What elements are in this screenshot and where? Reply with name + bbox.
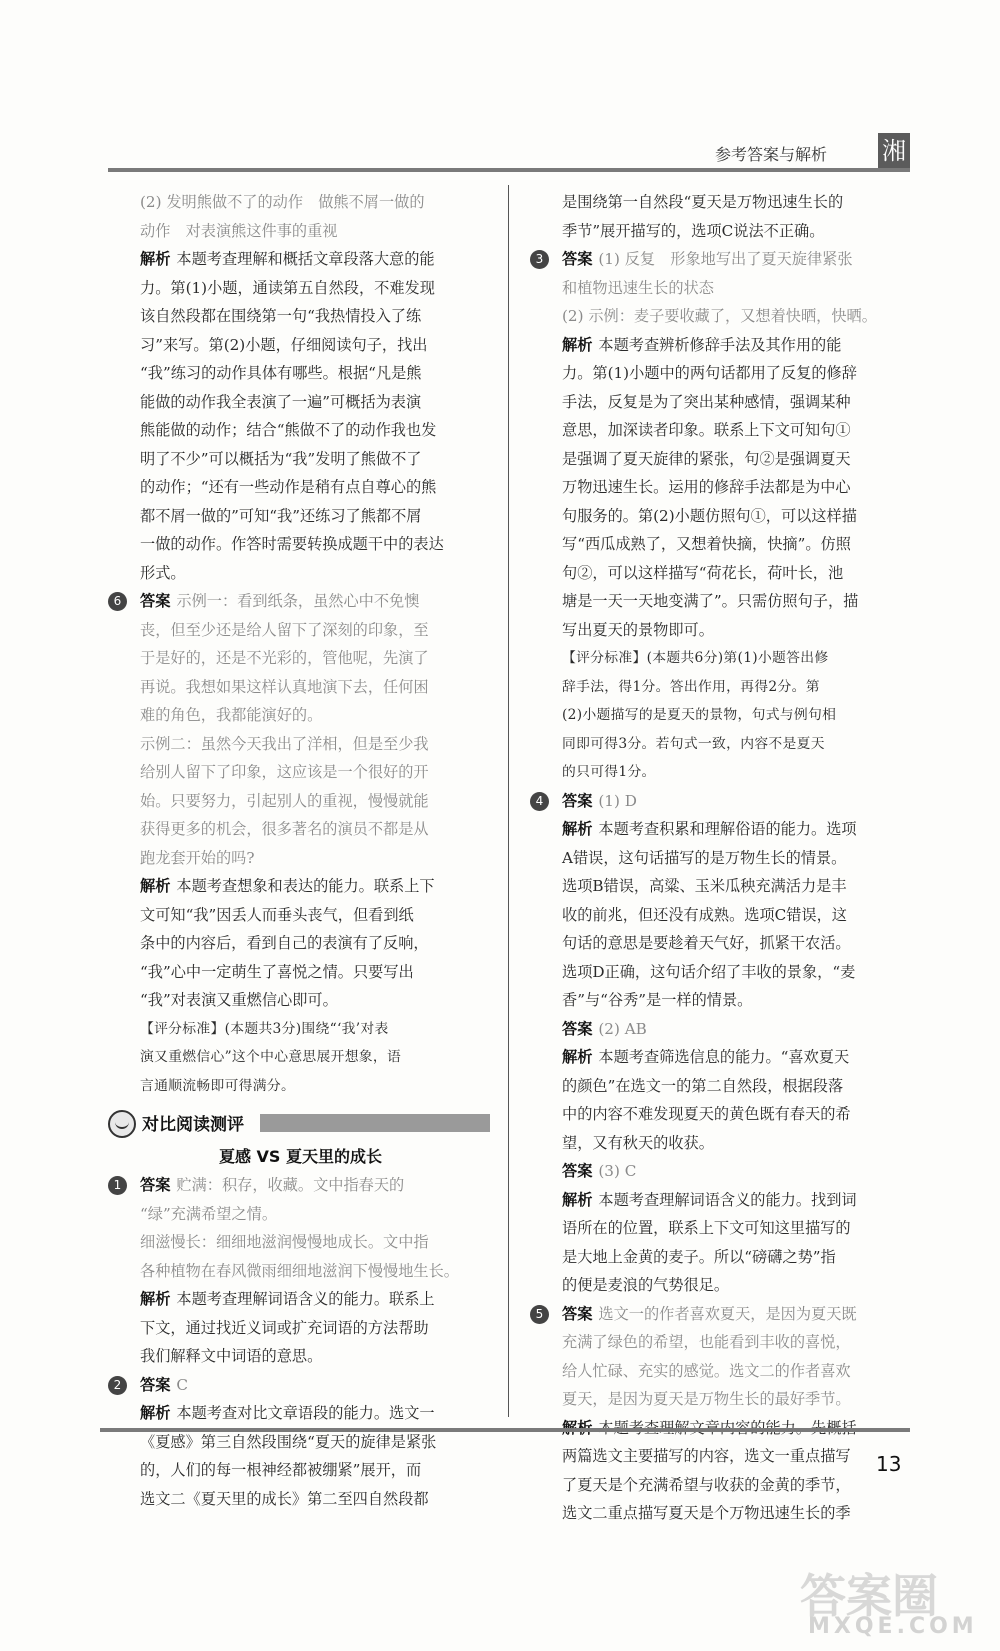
q5-answer: (2) 发明熊做不了的动作 做熊不屑一做的 动作 对表演熊这件事的重视 <box>140 193 425 240</box>
analysis-label: 解析 <box>140 877 171 895</box>
q6-analysis-text: 本题考查想象和表达的能力。联系上下 文可知“我”因丢人而垂头丧气，但看到纸 条中的内容后，看到自己的表演有了反响， “我”心中一定萌生了喜悦之情。只要写出 “我”对表演又重燃信心即可。 <box>140 877 435 1009</box>
watermark-url: MXQE.COM <box>808 1614 978 1639</box>
student-face-icon <box>108 1110 136 1138</box>
c5-answer-text: 选文一的作者喜欢夏天，是因为夏天既 充满了绿色的希望，也能看到丰收的喜悦， 给人忙碌、充实的感觉。选文二的作者喜欢 夏天，是因为夏天是万物生长的最好季节。 <box>562 1304 857 1408</box>
c1-analysis-text: 本题考查理解词语含义的能力。联系上 下文，通过找近义词或扩充词语的方法帮助 我们解释文中词语的意思。 <box>140 1290 435 1365</box>
answer-label: 答案 <box>562 250 593 268</box>
c4-analysis-1-text: 本题考查积累和理解俗语的能力。选项 A错误，这句话描写的是万物生长的情景。 选项B错误，高粱、玉米瓜秧充满活力是丰 收的前兆，但还没有成熟。选项C错误，这 句话的意思是要趁着天气好，抓紧干农活。 选项D正确，这句话介绍了丰收的景象，“麦 香”与“谷秀”是一样的情景。 <box>562 820 857 1009</box>
c3-analysis-text: 本题考查辨析修辞手法及其作用的能 力。第(1)小题中的两句话都用了反复的修辞 手法，反复是为了突出某种感情，强调某种 意思，加深读者印象。联系上下文可知句① 是强调了夏天旋律的紧张，句②是强调夏天 万物迅速生长。运用的修辞手法都是为中心 句服务的。第(2)小题仿照句①，可以这样描 写“西瓜成熟了，又想着快摘，快摘”。仿照 句②，可以这样描写“荷花长，荷叶长，池 塘是一天一天地变满了”。只需仿照句子，描 写出夏天的景物即可。 <box>562 335 859 639</box>
section-title: 对比阅读测评 <box>142 1115 244 1135</box>
q6-answer <box>108 587 493 872</box>
analysis-label: 解析 <box>140 250 171 268</box>
c1-answer <box>108 1171 493 1285</box>
c4-answer-3-text: (3) C <box>598 1162 637 1180</box>
q6-criteria: 【评分标准】(本题共3分)围绕“‘我’对表 演又重燃信心”这个中心意思展开想象，语 言通顺流畅即可得满分。 <box>140 1020 402 1094</box>
c5-block <box>530 1300 910 1414</box>
analysis-label: 解析 <box>140 1290 171 1308</box>
analysis-label: 解析 <box>562 1048 593 1066</box>
c4-answer-2 <box>530 1015 910 1044</box>
c3-block <box>530 245 910 331</box>
c2-answer <box>108 1371 493 1400</box>
answer-label: 答案 <box>562 1019 593 1038</box>
section-header <box>108 1106 493 1142</box>
c5-answer <box>530 1300 910 1414</box>
c4-analysis-3-text: 本题考查理解词语含义的能力。找到词 语所在的位置，联系上下文可知这里描写的 是大地上金黄的麦子。所以“磅礴之势”指 的便是麦浪的气势很足。 <box>562 1190 857 1294</box>
question-number-2: 2 <box>108 1376 127 1395</box>
section-bar <box>260 1114 490 1132</box>
analysis-label: 解析 <box>140 1404 171 1422</box>
answer-label: 答案 <box>140 592 171 610</box>
c2-analysis-text: 本题考查对比文章语段的能力。选文一 《夏感》第三自然段围绕“夏天的旋律是紧张 的，人们的每一根神经都被绷紧”展开，而 选文二《夏天里的成长》第二至四自然段都 <box>140 1404 437 1508</box>
c3-answer-text: (1) 反复 形象地写出了夏天旋律紧张 和植物迅速生长的状态 (2) 示例：麦子要收藏了，又想着快晒，快晒。 <box>562 250 877 325</box>
c3-criteria: 【评分标准】(本题共6分)第(1)小题答出修 辞手法，得1分。答出作用，再得2分。第 (2)小题描写的是夏天的景物，句式与例句相 同即可得3分。若句式一致，内容不是夏天 的只可得1分。 <box>562 650 837 780</box>
c1-answer-text: 贮满：积存，收藏。文中指春天的 “绿”充满希望之情。 细滋慢长：细细地滋润慢慢地成长。文中指 各种植物在春风微雨细细地滋润下慢慢地生长。 <box>140 1176 459 1280</box>
right-column <box>530 188 910 1528</box>
watermark-logo: 答案圈 <box>800 1569 938 1623</box>
column-divider <box>508 185 509 1417</box>
c1-block <box>108 1171 493 1285</box>
c2-block <box>108 1371 493 1400</box>
c4-analysis-1 <box>530 815 910 1015</box>
q6-block <box>108 587 493 872</box>
left-column <box>108 188 493 1513</box>
header-title: 参考答案与解析 <box>715 145 828 164</box>
analysis-label: 解析 <box>562 1190 593 1209</box>
q6-answer-text: 示例一：看到纸条，虽然心中不免懊 丧，但至少还是给人留下了深刻的印象，至 于是好的，还是不光彩的，管他呢，先演了 再说。我想如果这样认真地演下去，任何困 难的角色，我都能演好的。 示例二：虽然今天我出了洋相，但是至少我 给别人留下了印象，这应该是一个很好的开 始。只要努力，引起别人的重视，慢慢就能 获得更多的机会，很多著名的演员不都是从 跑龙套开始的吗? <box>140 592 429 867</box>
question-number-5: 5 <box>530 1305 549 1324</box>
analysis-label: 解析 <box>562 820 593 838</box>
answer-label: 答案 <box>562 1304 593 1323</box>
answer-label: 答案 <box>140 1176 171 1194</box>
question-number-3: 3 <box>530 250 549 269</box>
c4-answer-2-text: (2) AB <box>598 1019 647 1038</box>
c2-analysis <box>108 1399 493 1513</box>
question-number-4: 4 <box>530 792 549 811</box>
header-badge: 湘 <box>878 133 910 169</box>
analysis-label: 解析 <box>562 335 593 354</box>
answer-label: 答案 <box>140 1375 171 1394</box>
q6-analysis <box>108 872 493 1015</box>
c4-analysis-3 <box>530 1186 910 1300</box>
c4-analysis-2-text: 本题考查筛选信息的能力。“喜欢夏天 的颜色”在选文一的第二自然段，根据段落 中的内容不难发现夏天的黄色既有春天的希 望，又有秋天的收获。 <box>562 1048 851 1152</box>
question-number-1: 1 <box>108 1176 127 1195</box>
answer-label: 答案 <box>562 791 593 810</box>
c3-answer <box>530 245 910 331</box>
c5-analysis-text: 两篇选文主要描写的内容，选文一重点描写 了夏天是个充满希望与收获的金黄的季节， 选文二重点描写夏天是个万物迅速生长的季 <box>562 1447 851 1522</box>
header-rule <box>108 168 910 172</box>
passage-title: 夏感 VS 夏天里的成长 <box>218 1147 383 1166</box>
c4-answer-1 <box>530 787 910 816</box>
footer-rule <box>100 1428 910 1432</box>
c4-answer-3 <box>530 1157 910 1186</box>
c4-analysis-2 <box>530 1043 910 1157</box>
c3-analysis <box>530 331 910 645</box>
c1-analysis <box>108 1285 493 1371</box>
question-number-6: 6 <box>108 592 127 611</box>
q5-analysis <box>108 245 493 587</box>
c4-block <box>530 787 910 816</box>
q5-analysis-text: 本题考查理解和概括文章段落大意的能 力。第(1)小题，通读第五自然段，不难发现 该自然段都在围绕第一句“我热情投入了练 习”来写。第(2)小题，仔细阅读句子，找出 “我”练习的动作具体有哪些。根据“凡是熊 能做的动作我全表演了一遍”可概括为表演 熊能做的动作；结合“熊做不了的动作我也发 明了不少”可以概括为“我”发明了熊做不了 的动作；“还有一些动作是稍有点自尊心的熊 都不屑一做的”可知“我”还练习了熊都不屑 一做的动作。作答时需要转换成题干中的表达 形式。 <box>140 250 444 582</box>
c2-answer-text: C <box>176 1375 188 1394</box>
c2-analysis-continued: 是围绕第一自然段“夏天是万物迅速生长的 季节”展开描写的，选项C说法不正确。 <box>562 193 844 240</box>
c4-answer-1-text: (1) D <box>598 791 637 810</box>
page-number: 13 <box>876 1452 902 1476</box>
answer-label: 答案 <box>562 1162 593 1180</box>
